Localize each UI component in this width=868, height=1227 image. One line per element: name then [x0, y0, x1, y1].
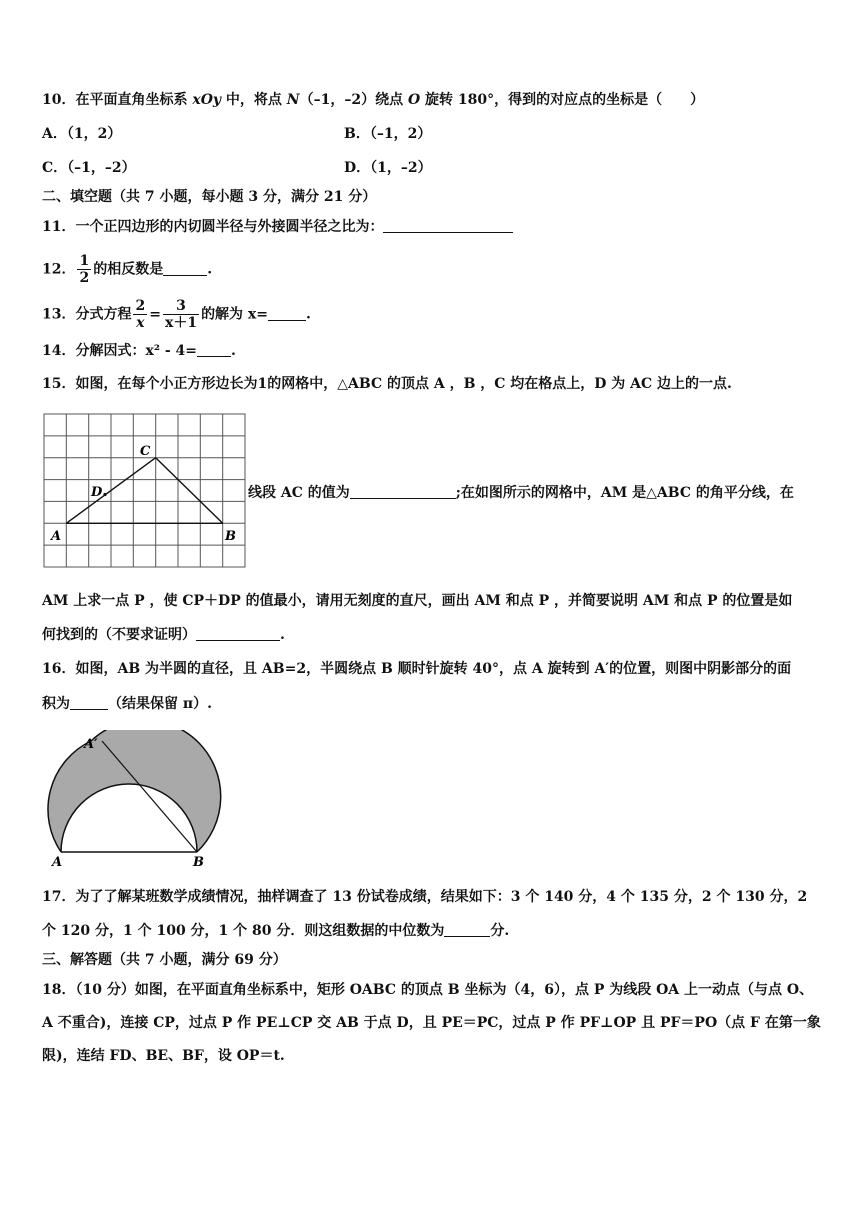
q16-line1: 16．如图，AB 为半圆的直径，且 AB=2，半圆绕点 B 顺时针旋转 40°，点 A 旋转到 A′的位置，则图中阴影部分的面	[42, 661, 792, 677]
q16-blank	[70, 695, 108, 710]
q13: 13．分式方程 $\frac{2}{x}$ = $\frac{3}{x+1}$ 的解为 x= .	[42, 298, 311, 331]
q12: 12． $\frac{1}{2}$ 的相反数是 .	[42, 253, 213, 286]
q10-stem: 10．在平面直角坐标系 xOy 中，将点 N（–1，–2）绕点 O 旋转 180°，得到的对应点的坐标是（ ）	[42, 92, 705, 108]
label-c: C	[140, 444, 151, 459]
q17-line1: 17．为了了解某班数学成绩情况，抽样调查了 13 份试卷成绩，结果如下：3 个 140 分，4 个 135 分，2 个 130 分，2	[42, 889, 808, 905]
q15-grid-figure	[42, 412, 248, 572]
q18-line2: A 不重合)，连接 CP，过点 P 作 PE⊥CP 交 AB 于点 D，且 PE＝PC，过点 P 作 PF⊥OP 且 PF＝PO（点 F 在第一象	[42, 1015, 821, 1031]
q15-line2: AM 上求一点 P ，使 CP＋DP 的值最小，请用无刻度的直尺，画出 AM 和点 P ，并简要说明 AM 和点 P 的位置是如	[42, 593, 793, 609]
q11: 11．一个正四边形的内切圆半径与外接圆半径之比为：	[42, 217, 513, 237]
q15-side-text: 线段 AC 的值为 ;在如图所示的网格中，AM 是△ABC 的角平分线，在	[248, 485, 794, 501]
label-b: B	[193, 855, 204, 870]
label-a: A	[52, 855, 63, 870]
q15-blank-ac	[350, 484, 456, 499]
q12-fraction: $\frac{1}{2}$	[79, 253, 90, 286]
q10-option-c: C．（–1，–2）	[42, 160, 136, 176]
q18-line3: 限)，连结 FD、BE、BF，设 OP＝t.	[42, 1048, 285, 1064]
q17-blank	[444, 922, 490, 937]
q15-blank-explain	[196, 626, 280, 641]
q15-line3: 何找到的（不要求证明） .	[42, 627, 285, 643]
q13-left-fraction: $\frac{2}{x}$	[135, 298, 146, 331]
q13-blank	[268, 306, 306, 321]
point-d	[103, 493, 106, 496]
q13-right-fraction: $\frac{3}{x+1}$	[164, 298, 198, 331]
q15-stem: 15．如图，在每个小正方形边长为1的网格中，△ABC 的顶点 A ，B ，C 均在格点上，D 为 AC 边上的一点.	[42, 376, 732, 392]
label-b: B	[225, 529, 236, 544]
section-2-heading: 二、填空题（共 7 小题，每小题 3 分，满分 21 分）	[42, 189, 377, 205]
q10-option-b: B．（–1，2）	[344, 126, 432, 142]
section-3-heading: 三、解答题（共 7 小题，满分 69 分）	[42, 952, 287, 968]
q18-line1: 18．（10 分）如图，在平面直角坐标系中，矩形 OABC 的顶点 B 坐标为（4，6），点 P 为线段 OA 上一动点（与点 O、	[42, 982, 814, 998]
q10-option-d: D．（1，–2）	[344, 160, 432, 176]
q14: 14．分解因式：x² - 4= .	[42, 343, 236, 359]
q10-option-a: A．（1，2）	[42, 126, 122, 142]
segment-cb	[156, 458, 223, 524]
label-a-prime: A′	[84, 737, 98, 752]
q11-blank	[383, 218, 513, 233]
q17-line2: 个 120 分，1 个 100 分，1 个 80 分．则这组数据的中位数为 分.	[42, 923, 510, 939]
q16-semicircle-figure	[46, 730, 246, 870]
q16-line2: 积为 （结果保留 π）.	[42, 696, 212, 712]
q12-blank	[163, 261, 207, 276]
label-d: D	[91, 485, 103, 500]
label-a: A	[51, 529, 62, 544]
q14-blank	[197, 342, 231, 357]
